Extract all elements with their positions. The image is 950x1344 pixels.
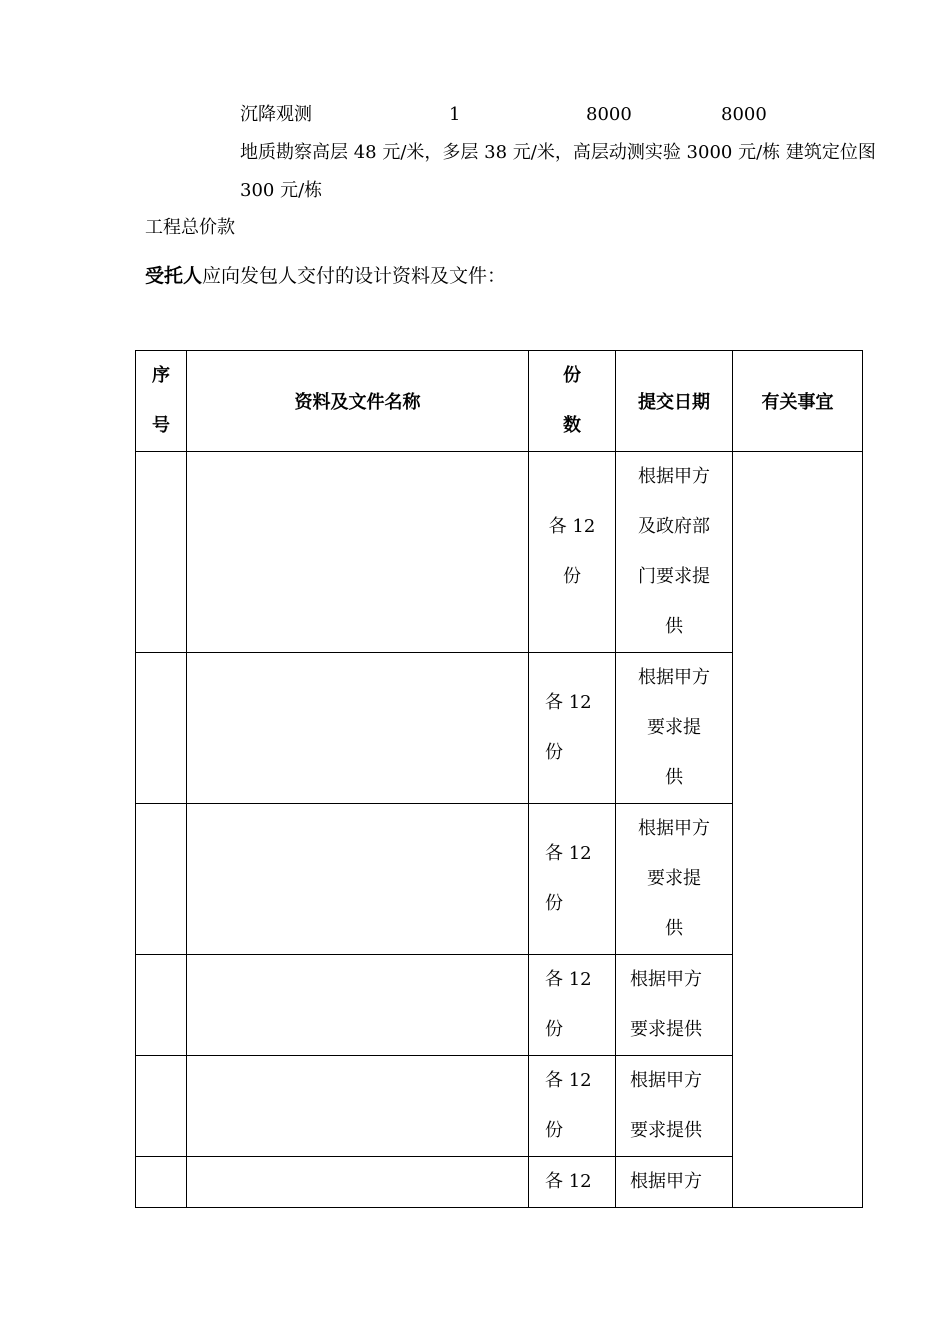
- cost-item-price: 8000: [586, 104, 632, 125]
- cell-seq: [136, 804, 187, 955]
- header-remarks: 有关事宜: [733, 351, 863, 452]
- cell-seq: [136, 1157, 187, 1208]
- cell-count: 各 12 份: [529, 804, 616, 955]
- cell-seq: [136, 955, 187, 1056]
- cell-name: [187, 1056, 529, 1157]
- deliverables-table: [135, 350, 863, 1208]
- cell-date: 根据甲方 及政府部 门要求提 供: [616, 452, 733, 653]
- cell-name: [187, 955, 529, 1056]
- table-header-row: [136, 351, 863, 452]
- cell-date: 根据甲方 要求提供: [616, 1056, 733, 1157]
- cell-count: 各 12 份: [529, 452, 616, 653]
- cost-note-line-2: 300 元/栋: [240, 180, 323, 201]
- header-date: 提交日期: [616, 351, 733, 452]
- deliverables-heading: [145, 264, 506, 288]
- total-price-label: 工程总价款: [145, 217, 235, 238]
- header-name: 资料及文件名称: [187, 351, 529, 452]
- cell-seq: [136, 653, 187, 804]
- cell-remarks: [733, 452, 863, 1208]
- cell-seq: [136, 1056, 187, 1157]
- table-row: [136, 452, 863, 653]
- cell-name: [187, 804, 529, 955]
- cell-count: 各 12: [529, 1157, 616, 1208]
- cost-note-line-1: 地质勘察高层 48 元/米，多层 38 元/米，高层动测实验 3000 元/栋 建筑定位图: [240, 142, 876, 163]
- heading-bold-part: 受托人: [145, 265, 203, 287]
- header-seq: 序 号: [136, 351, 187, 452]
- cell-date: 根据甲方 要求提 供: [616, 653, 733, 804]
- cell-name: [187, 653, 529, 804]
- cell-date: 根据甲方 要求提供: [616, 955, 733, 1056]
- cell-date: 根据甲方: [616, 1157, 733, 1208]
- cell-date: 根据甲方 要求提 供: [616, 804, 733, 955]
- cost-item-total: 8000: [721, 104, 767, 125]
- cell-seq: [136, 452, 187, 653]
- cost-item-qty: 1: [449, 104, 461, 125]
- cell-count: 各 12 份: [529, 1056, 616, 1157]
- header-count: 份 数: [529, 351, 616, 452]
- cell-count: 各 12 份: [529, 955, 616, 1056]
- cell-count: 各 12 份: [529, 653, 616, 804]
- cell-name: [187, 1157, 529, 1208]
- cell-name: [187, 452, 529, 653]
- heading-rest: 应向发包人交付的设计资料及文件：: [202, 265, 507, 287]
- cost-item-name: 沉降观测: [240, 104, 312, 125]
